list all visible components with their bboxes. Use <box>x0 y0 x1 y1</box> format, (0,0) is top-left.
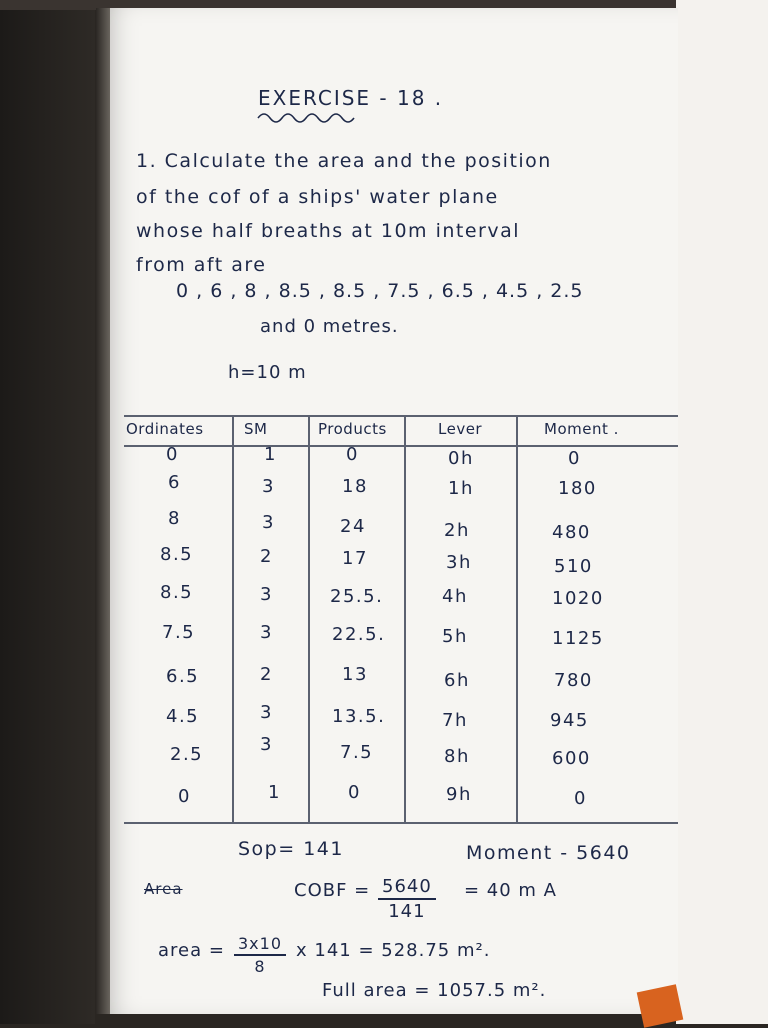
cof-numerator: 5640 <box>378 876 436 900</box>
table-row-cell: 6.5 <box>166 666 200 687</box>
table-row-cell: 3 <box>262 512 275 533</box>
page-spine-shadow <box>96 8 110 1014</box>
table-row-cell: 0 <box>346 444 359 465</box>
table-row-cell: 2 <box>260 664 273 685</box>
cof-denominator: 141 <box>388 901 426 922</box>
table-row-cell: 3 <box>260 702 273 723</box>
notebook-page <box>96 8 678 1014</box>
background-right <box>676 0 768 1024</box>
table-row-cell: 7.5 <box>162 622 196 643</box>
table-row-cell: 510 <box>554 556 593 577</box>
problem-line-4: from aft are <box>136 254 267 276</box>
header-sm: SM <box>244 420 268 438</box>
table-row-cell: 8.5 <box>160 582 194 603</box>
table-row-cell: 9h <box>446 784 472 805</box>
header-moment: Moment . <box>544 420 619 438</box>
table-row-cell: 4.5 <box>166 706 200 727</box>
cof-prefix: COBF = <box>294 880 371 901</box>
table-row-cell: 3 <box>260 734 273 755</box>
table-top-rule <box>124 415 678 417</box>
table-row-cell: 3 <box>260 622 273 643</box>
area-calculation: x 141 = 528.75 m². <box>296 940 491 961</box>
table-row-cell: 2.5 <box>170 744 204 765</box>
table-row-cell: 8.5 <box>160 544 194 565</box>
table-row-cell: 0h <box>448 448 474 469</box>
exercise-title: EXERCISE - 18 . <box>258 86 444 110</box>
simpson-denominator: 8 <box>254 957 266 976</box>
table-row-cell: 22.5. <box>332 624 386 645</box>
half-breadth-values-end: and 0 metres. <box>260 316 399 337</box>
column-divider-1 <box>232 415 234 822</box>
table-row-cell: 3 <box>262 476 275 497</box>
table-row-cell: 0 <box>178 786 191 807</box>
table-row-cell: 13.5. <box>332 706 386 727</box>
area-prefix: area = <box>158 940 225 961</box>
full-area: Full area = 1057.5 m². <box>322 980 547 1001</box>
table-row-cell: 13 <box>342 664 368 685</box>
table-row-cell: 4h <box>442 586 468 607</box>
table-row-cell: 3h <box>446 552 472 573</box>
table-row-cell: 1020 <box>552 588 604 609</box>
simpson-numerator: 3x10 <box>234 934 286 956</box>
cof-fraction <box>378 876 436 922</box>
table-row-cell: 0 <box>348 782 361 803</box>
table-row-cell: 8 <box>168 508 181 529</box>
half-breadth-values: 0 , 6 , 8 , 8.5 , 8.5 , 7.5 , 6.5 , 4.5 , 2.5 <box>176 280 584 302</box>
column-divider-4 <box>516 415 518 822</box>
sum-of-products: Sop= 141 <box>238 838 344 860</box>
table-bottom-rule <box>124 822 678 824</box>
table-row-cell: 0 <box>574 788 587 809</box>
table-row-cell: 18 <box>342 476 368 497</box>
table-row-cell: 0 <box>166 444 179 465</box>
interval-h: h=10 m <box>228 362 307 383</box>
table-row-cell: 945 <box>550 710 589 731</box>
header-ordinates: Ordinates <box>126 420 204 438</box>
table-row-cell: 8h <box>444 746 470 767</box>
table-row-cell: 6 <box>168 472 181 493</box>
column-divider-2 <box>308 415 310 822</box>
header-products: Products <box>318 420 387 438</box>
table-row-cell: 24 <box>340 516 366 537</box>
cof-result: = 40 m A <box>464 880 557 901</box>
background-left <box>0 0 95 1024</box>
table-row-cell: 6h <box>444 670 470 691</box>
column-divider-3 <box>404 415 406 822</box>
table-header-rule <box>124 445 678 447</box>
simpson-multiplier-fraction <box>234 934 286 976</box>
table-row-cell: 1h <box>448 478 474 499</box>
table-row-cell: 17 <box>342 548 368 569</box>
table-row-cell: 480 <box>552 522 591 543</box>
table-row-cell: 0 <box>568 448 581 469</box>
table-row-cell: 2 <box>260 546 273 567</box>
table-row-cell: 180 <box>558 478 597 499</box>
table-row-cell: 1 <box>268 782 281 803</box>
problem-line-3: whose half breaths at 10m interval <box>136 220 521 242</box>
title-underline <box>256 110 376 124</box>
table-row-cell: 3 <box>260 584 273 605</box>
table-row-cell: 7h <box>442 710 468 731</box>
table-row-cell: 780 <box>554 670 593 691</box>
header-lever: Lever <box>438 420 483 438</box>
struck-area-label: Area <box>144 880 183 898</box>
table-row-cell: 1 <box>264 444 277 465</box>
sum-of-moments: Moment - 5640 <box>466 842 631 864</box>
table-row-cell: 1125 <box>552 628 604 649</box>
problem-line-1: 1. Calculate the area and the position <box>136 150 552 172</box>
table-row-cell: 5h <box>442 626 468 647</box>
table-row-cell: 600 <box>552 748 591 769</box>
table-row-cell: 7.5 <box>340 742 374 763</box>
table-row-cell: 25.5. <box>330 586 384 607</box>
problem-line-2: of the cof of a ships' water plane <box>136 186 499 208</box>
table-row-cell: 2h <box>444 520 470 541</box>
